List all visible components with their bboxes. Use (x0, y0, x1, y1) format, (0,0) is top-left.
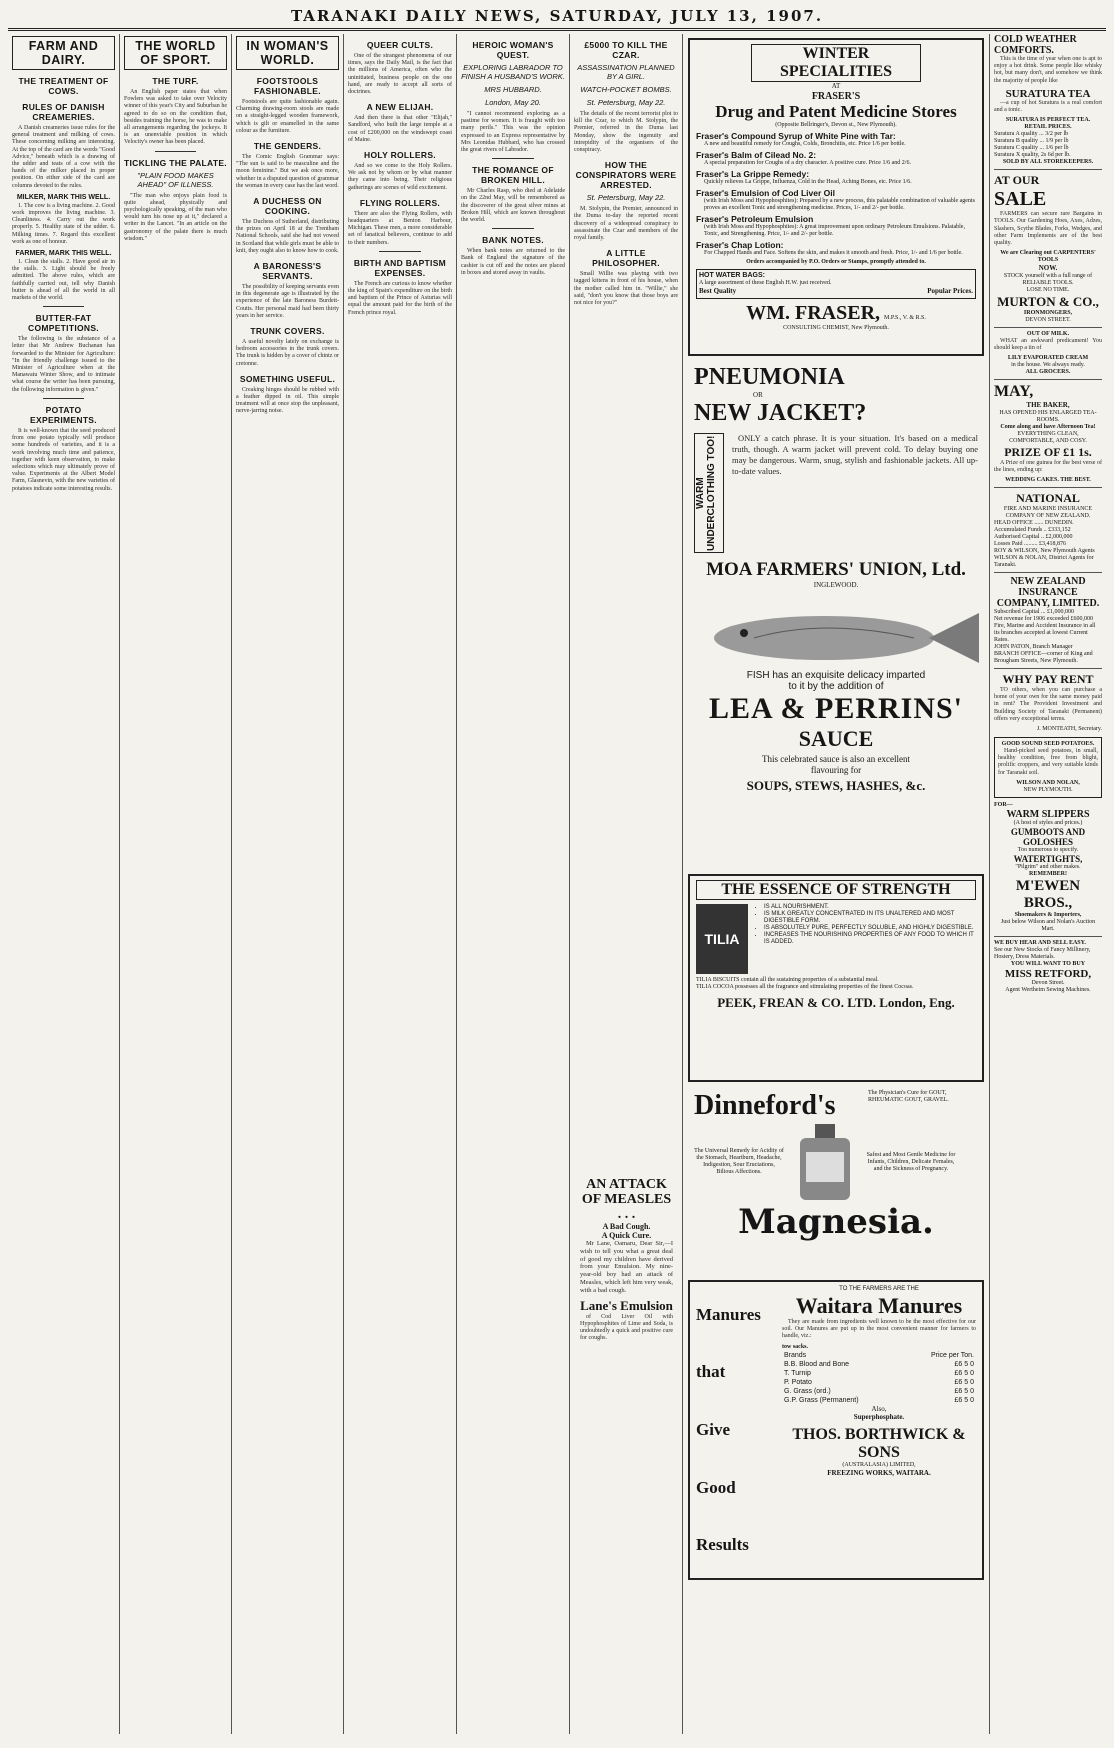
fraser-product-name: Fraser's La Grippe Remedy: (696, 168, 810, 179)
column-queer-cults (344, 34, 457, 1734)
tilia-biscuits: TILIA BISCUITS contain all the sustaining properties of a substantial meal. (696, 977, 879, 983)
lea-perrins-ad (688, 602, 984, 870)
devon-street-2: Devon Street. (1031, 979, 1065, 986)
fraser-product-desc: A new and beautiful remedy for Coughs, Colds, Bronchitis, etc. Price 1/6 per bottle. (704, 140, 906, 147)
article-subheading: "PLAIN FOOD MAKES AHEAD" OF ILLNESS. (137, 170, 214, 189)
suratura-price: Suratura X quality, 2s 6d per lb. (994, 152, 1071, 159)
column-woman (232, 34, 344, 1734)
wilson-nolan-agents: WILSON & NOLAN, District Agents for Taranaki. (994, 555, 1094, 569)
dateline: St. Petersburg, May 22. (586, 98, 666, 107)
fire-marine: Fire, Marine and Accident Insurance in all its branches accepted at lowest Current Rates. (994, 623, 1096, 644)
ironmongers: IRONMONGERS, (1023, 309, 1073, 316)
column-ads (683, 34, 990, 1734)
pneumonia-ad (688, 360, 984, 598)
section-heading: FARM AND DAIRY. (12, 36, 115, 70)
article-body: Creaking hinges should be rubbed with a feather dipped in oil. This simple treatment will at once stop the unpleasant, nerve-jarring noise. (236, 386, 339, 415)
article-heading: TRUNK COVERS. (250, 326, 325, 337)
subscribed: Subscribed Capital ... £1,000,000 (994, 609, 1074, 616)
prize-body: A Prize of one guinea for the best verse of the lines, ending up: (994, 459, 1102, 473)
freezing-works: FREEZING WORKS, WAITARA. (827, 1468, 931, 1477)
manure-word: Give (696, 1419, 730, 1439)
may-baker: MAY, (994, 383, 1034, 401)
article-body: A Danish creameries issue rules for the general treatment and milking of cows. These concerning milking are interesting. At the top of the card are the words "Good Advice," beneath which is a drawing of the udder and teats of a cow with the hands of the milker placed in proper position. On either side of the card are columns devoted to the rules. (12, 125, 115, 189)
why-rent-body: TO others, when you can purchase a home of your own for the same money paid in rent? The Provident Investment and Building Society of Taranaki (Permanent) offers very exceptional terms. (994, 687, 1102, 722)
next-to: Just below Wilson and Nolan's Auction Mart. (1000, 918, 1096, 932)
dateline: St. Petersburg, May 22. (586, 193, 666, 203)
tilia-points (754, 904, 976, 974)
sold-by: SOLD BY ALL STOREKEEPERS. (1002, 159, 1094, 166)
table-row (782, 1369, 976, 1378)
section-heading: IN WOMAN'S WORLD. (236, 36, 339, 70)
warm-slippers: WARM SLIPPERS (1006, 808, 1090, 820)
sale-body: FARMERS can secure rare Bargains in TOOLS. Our Gardening Hoes, Axes, Adzes, Slashers, Scythe Blades, Forks, Wedges, and other Farm Implements are of the best quality. (994, 211, 1102, 247)
article-body: There are also the Flying Rollers, with headquarters at Benton Harbour, Michigan. These men, a more considerable set of fanatical believers, continue to add to their numbers. (348, 210, 452, 246)
head-office: HEAD OFFICE ...... DUNEDIN. (994, 520, 1074, 527)
national-sub: FIRE AND MARINE INSURANCE COMPANY OF NEW ZEALAND. (1003, 506, 1093, 520)
water-bags-title: HOT WATER BAGS: (699, 271, 765, 279)
manure-body: They are made from ingredients well known to be the most effective for our soil. Our Manures are put up in the most convenient manner for farmers to handle, viz.: (782, 1319, 976, 1340)
now: NOW. (1038, 264, 1058, 273)
article-heading: SOMETHING USEFUL. (239, 373, 336, 384)
article-heading: A BARONESS'S SERVANTS. (253, 261, 322, 282)
national: NATIONAL (1016, 491, 1080, 506)
wilson-and-nolan: WILSON AND NOLAN, (1016, 779, 1080, 786)
table-row (782, 1360, 976, 1369)
article-body: The Comic English Grammar says: "The sun is said to be masculine and the moon feminine." But we ask once more, whether in a disputed question of grammar the woman in every case has the last word. (236, 154, 339, 189)
fraser-product-name: Fraser's Compound Syrup of White Pine with Tar: (696, 130, 896, 141)
manure-price: £6 5 0 (954, 1387, 974, 1395)
tilia-point: • IS ABSOLUTELY PURE, PERFECTLY SOLUBLE, AND HIGHLY DIGESTIBLE. (764, 925, 976, 932)
manure-kicker: TO THE FARMERS ARE THE (839, 1286, 919, 1292)
everything-clean: EVERYTHING CLEAN, COMFORTABLE, AND COSY. (1009, 430, 1087, 444)
article-heading: THE GENDERS. (253, 141, 322, 152)
article-subheading: EXPLORING LABRADOR TO FINISH A HUSBAND'S WORK. (461, 63, 565, 81)
clearing: We are Clearing out CARPENTERS' TOOLS (1000, 250, 1096, 264)
tilia-point: • IS MILK GREATLY CONCENTRATED IN ITS UNALTERED AND MOST DIGESTIBLE FORM. (764, 911, 976, 925)
sale: SALE (994, 188, 1047, 211)
measles-title: AN ATTACK OF MEASLES . . . (581, 1177, 672, 1222)
fraser-product-name: Fraser's Emulsion of Cod Liver Oil (696, 187, 835, 198)
net-revenue: Net revenue for 1906 exceeded £600,000 (994, 616, 1093, 623)
tilia-logo: TILIA (696, 904, 748, 974)
fraser-product-desc: A special preparation for Coughs of a dry character. A positive cure. Price 1/6 and 2/6. (704, 159, 911, 166)
article-subheading: ASSASSINATION PLANNED BY A GIRL. (577, 63, 675, 81)
fraser-subtitle: Drug and Patent Medicine Stores (715, 101, 957, 121)
divider (492, 228, 534, 229)
fraser-ad (688, 38, 984, 356)
table-header-row (782, 1351, 976, 1360)
manure-brand: B.B. Blood and Bone (784, 1360, 849, 1368)
dinneford-ad (688, 1086, 984, 1276)
dinneford-right: Safest and Most Gentle Medicine for Infants, Children, Delicate Females, and the Sickness of Pregnancy. (866, 1151, 956, 1172)
wedding-cakes: WEDDING CAKES. THE BEST. (1005, 477, 1091, 484)
manure-brand: G.P. Grass (Permanent) (784, 1396, 859, 1404)
manure-also: Also, (871, 1404, 887, 1413)
article-heading: THE TURF. (152, 76, 199, 86)
measles-ad (574, 1173, 679, 1349)
the-baker: THE BAKER, (1026, 401, 1070, 410)
divider (43, 306, 84, 307)
article-heading: FOOTSTOOLS FASHIONABLE. (254, 76, 321, 96)
article-heading: THE ROMANCE OF BROKEN HILL. (472, 165, 554, 186)
article-body: Small Willie was playing with two tagged kittens in front of his house, when the mother called him in. "Willie," she said, "don't you know that those boys are not nice for you?" (574, 271, 678, 307)
article-body: One of the strangest phenomena of our times, says the Daily Mail, is the fact that the millions of America, often who the uninitiated, business people on the one hand, are ready to accept all sorts of doctrines. (348, 53, 452, 96)
come-along: Come along and have Afternoon Tea! (1000, 423, 1096, 430)
article-heading: BANK NOTES. (482, 235, 544, 246)
pneumonia-headline: PNEUMONIA (694, 364, 845, 390)
fish-icon (694, 608, 984, 668)
article-subheading: FARMER, MARK THIS WELL. (15, 250, 112, 258)
shoemakers: Shoemakers & Importers, (1014, 911, 1082, 918)
cold-weather-title: COLD WEATHER COMFORTS. (994, 34, 1077, 56)
masthead (8, 6, 1106, 31)
borthwick: THOS. BORTHWICK & SONS (792, 1425, 966, 1461)
article-subheading: FLYING ROLLERS. (359, 197, 441, 208)
fraser-owner-title: M.P.S., V. & R.S. (884, 314, 926, 321)
good-sound: GOOD SOUND SEED POTATOES. (1001, 741, 1095, 748)
measles-sub2: A Quick Cure. (601, 1231, 652, 1240)
article-subheading: WATCH-POCKET BOMBS. (580, 85, 672, 94)
lea-line2: to it by the addition of (788, 681, 884, 692)
table-row (782, 1396, 976, 1405)
masthead-title: TARANAKI DAILY NEWS, SATURDAY, JULY 13, 1907. (290, 7, 824, 25)
jacket-headline: NEW JACKET? (694, 399, 867, 426)
seed-body: Hand-picked seed potatoes, in small, healthy condition, free from blight, prolific croppers, and very suitable kinds for Taranaki soil. (998, 748, 1098, 776)
lanes-desc: of Cod Liver Oil with Hypophosphites of Lime and Soda, is undoubtedly a quick and positive cure for coughs. (580, 1313, 673, 1342)
popular-prices: Popular Prices. (927, 287, 973, 295)
gumboots: GUMBOOTS AND GOLOSHES (1010, 826, 1086, 847)
table-header: Price per Ton. (930, 1351, 974, 1359)
article-heading: HOW THE CONSPIRATORS WERE ARRESTED. (575, 160, 677, 191)
nz-insurance: NEW ZEALAND INSURANCE COMPANY, LIMITED. (996, 576, 1100, 610)
fraser-address: (Opposite Bellringer's, Devon st., New Plymouth). (775, 121, 897, 128)
hot-water-bags (696, 269, 976, 299)
tilia-maker: PEEK, FREAN & CO. LTD. London, Eng. (717, 995, 955, 1010)
you-will-want: YOU WILL WANT TO BUY (1010, 960, 1086, 967)
fraser-title: WINTER SPECIALITIES (751, 44, 921, 82)
article-body: The details of the recent terrorist plot to kill the Czar, to which M. Stolypin, the Premier, referred in the Duma last Monday, show the ingenuity and intrepidity of the organisers of the conspiracy. (574, 111, 678, 154)
measles-sub1: A Bad Cough. (602, 1222, 651, 1231)
manure-brand: G. Grass (ord.) (784, 1387, 831, 1395)
tilia-ad (688, 874, 984, 1082)
lea-product: SAUCE (798, 726, 874, 751)
divider (994, 169, 1102, 170)
dinneford-product: Magnesia. (738, 1202, 934, 1242)
monteath: J. MONTEATH, Secretary. (1036, 726, 1102, 733)
article-body: Mr Charles Rasp, who died at Adelaide on the 22nd May, will be remembered as the discoverer of the great silver mines at Broken Hill, which are known throughout the world. (461, 188, 565, 224)
accumulated: Accumulated Funds .. £333,152 (994, 527, 1071, 534)
measles-body: Mr Lane, Oamaru, Dear Sir,—I wish to tell you what a great deal of good my children have derived from your Emulsion. My nine-year-old boy had an attack of Measles, which left him very weak, with a bad cough. (580, 1240, 673, 1294)
article-body: And so we come to the Holy Rollers. We ask not by whom or by what manner they came into being. Their religious gatherings are scenes of wild excitement. (348, 163, 452, 191)
remember: REMEMBER! (1029, 870, 1067, 877)
article-body: M. Stolypin, the Premier, announced in the Duma to-day the reported recent discovery of a widespread conspiracy to assassinate the Czar and members of the royal family. (574, 206, 678, 242)
all-grocers: ALL GROCERS. (1025, 369, 1071, 376)
fraser-product-desc: (with Irish Moss and Hypophosphites): A great improvement upon ordinary Petroleum Emulsions. Palatable, Tonic, and Strengthening. Price, 1/- and 2/- per bottle. (704, 223, 965, 237)
fraser-orders: Orders accompanied by P.O. Orders or Stamps, promptly attended to. (746, 258, 926, 265)
divider (994, 572, 1102, 573)
lea-uses: SOUPS, STEWS, HASHES, &c. (746, 778, 926, 793)
fraser-product-name: Fraser's Chap Lotion: (696, 239, 784, 250)
article-body: 1. Clean the stalls. 2. Have good air in the stalls. 3. Light should be freely admitted. The above rules, which are faithfully carried out, tell why Danish butter is ahead of all the world in all markets of the world. (12, 259, 115, 302)
article-heading: POTATO EXPERIMENTS. (30, 404, 97, 425)
miss-retford: MISS RETFORD, (1004, 967, 1092, 980)
suratura-price: Suratura A quality ... 3/2 per lb (994, 131, 1069, 138)
newspaper-page (8, 6, 1106, 1734)
fraser-product-desc: (with Irish Moss and Hypophosphites): Prepared by a new process, this palatable combination of valuable agents proves an excellent Tonic and strengthening medicine. Prices, 1/- and 2/- per bottle. (704, 197, 975, 211)
columns-container (8, 34, 1106, 1734)
see-our: See our New Stocks of Fancy Millinery, Hosiery, Dress Materials. (994, 946, 1091, 960)
article-body: "The man who enjoys plain food is quite ahead, physically and psychologically speaking, of the man who would turn his nose up at it," declared a writer in the Lancet. "In an article on the gastronomy of the palate there is much wisdom." (124, 192, 227, 242)
article-heading: THE TREATMENT OF COWS. (18, 76, 109, 96)
at-our: AT OUR (994, 173, 1040, 188)
manure-tow: tow sacks. (782, 1343, 809, 1350)
fraser-items (696, 131, 976, 257)
mcewen-bros: M'EWEN BROS., (1015, 877, 1081, 911)
borthwick-sub: (AUSTRALASIA) LIMITED, (842, 1461, 916, 1468)
suratura-price: Suratura C quality ... 1/6 per lb (994, 145, 1069, 152)
article-body: The Duchess of Sutherland, distributing the prizes on April 18 at the Trentham National Schools, said she had not vowed in Scotland that while girls must be able to knit, they ought also to know how to cook. (236, 219, 339, 254)
cold-weather-body: This is the time of year when one is apt to enjoy a hot drink. Some people like whisky hot, but many don't, and somehow we think the majority of people like (994, 56, 1102, 84)
fraser-brand: FRASER'S (811, 90, 861, 102)
milk-body: WHAT an awkward predicament! You should keep a tin of (994, 337, 1102, 351)
manure-price-table (782, 1351, 976, 1405)
column-czar (570, 34, 683, 1734)
stock: STOCK yourself with a full range of RELIABLE TOOLS. (1003, 272, 1093, 286)
tilia-title: THE ESSENCE OF STRENGTH (696, 880, 976, 900)
fraser-product (696, 188, 976, 212)
article-body: A useful novelty lately on exchange is bedroom accessories in the trunk covers. The trunk is hidden by a cover of chintz or cretonne. (236, 339, 339, 367)
column-sport (120, 34, 232, 1734)
manure-word: Manures (696, 1304, 761, 1324)
slippers-sub: (A host of styles and prices.) (1013, 819, 1083, 826)
retail-prices: RETAIL PRICES. (1024, 124, 1072, 131)
manure-price: £6 5 0 (954, 1396, 974, 1404)
table-row (782, 1387, 976, 1396)
suratura-tea: SURATURA TEA (1005, 87, 1091, 100)
article-body: An English paper states that when Fowlers was asked to take over Velocity winner of this year's City and Suburban he agreed to do so on the condition that, besides training the horse, he was to make all arrangements regarding the jockeys. It is an unenviable position in which Velocity's owner has been placed. (124, 89, 227, 146)
article-body: The following is the substance of a letter that Mr Andrew Buchanan has forwarded to the Minister for Agriculture: "In the friendly challenge issued to the Minister of Agriculture when at the Manawatu Winter Show, and to intimate what course the writer has been pursuing, the following information is given." (12, 336, 115, 393)
manure-price: £6 5 0 (954, 1378, 974, 1386)
manure-brand: P. Potato (784, 1378, 812, 1386)
manure-price: £6 5 0 (954, 1369, 974, 1377)
article-heading: A LITTLE PHILOSOPHER. (592, 248, 660, 269)
dinneford-brand: Dinneford's (694, 1090, 836, 1121)
fraser-product (696, 150, 976, 167)
we-buy: WE BUY HEAR AND SELL EASY. (994, 939, 1086, 946)
fraser-product-name: Fraser's Petroleum Emulsion (696, 213, 814, 224)
manure-left-words (696, 1286, 776, 1574)
article-heading: £5000 TO KILL THE CZAR. (584, 40, 668, 60)
divider (379, 251, 421, 252)
warm-underclothing-label: WARM UNDERCLOTHING TOO! (694, 433, 724, 553)
lea-brand: LEA & PERRINS' (708, 692, 964, 725)
article-subheading: MRS HUBBARD. (484, 85, 542, 94)
fraser-product (696, 214, 976, 238)
branch-office: BRANCH OFFICE—corner of King and Brougham Streets, New Plymouth. (994, 651, 1093, 665)
tilia-point: • IS ALL NOURISHMENT. (764, 904, 976, 911)
article-subheading: HOLY ROLLERS. (364, 150, 436, 161)
article-body: The French are curious to know whether the king of Spain's expenditure on the birth and baptism of the Prince of Asturias will equal the amount paid for the birth of the French prince royal. (348, 280, 452, 316)
lose-no-time: LOSE NO TIME. (1026, 286, 1070, 293)
article-subheading: MILKER, MARK THIS WELL. (16, 193, 111, 201)
out-of-milk: OUT OF MILK. (1026, 330, 1070, 337)
best-quality: Best Quality (699, 287, 737, 295)
fraser-product-desc: Quickly relieves La Grippe, Influenza, Cold in the Head, Aching Bones, etc. Price 1/6. (704, 178, 912, 185)
manure-word: Good (696, 1477, 736, 1497)
lea-line1: FISH has an exquisite delicacy imparted (746, 670, 926, 681)
manure-word: that (696, 1362, 726, 1382)
fraser-owner: WM. FRASER, (746, 301, 881, 324)
article-subheading: RULES OF DANISH CREAMERIES. (22, 102, 105, 122)
lily-cream: LILY EVAPORATED CREAM (1007, 355, 1089, 362)
authorised: Authorised Capital .. £2,000,000 (994, 534, 1073, 541)
why-pay-rent: WHY PAY RENT (1002, 672, 1094, 687)
article-heading: BIRTH AND BAPTISM EXPENSES. (353, 257, 447, 278)
gum-sub: Too numerous to specify. (1017, 846, 1079, 853)
manure-brand: T. Turnip (784, 1369, 811, 1377)
article-body: Footstools are quite fashionable again. Charming drawing-room stools are made on a straight-legged wooden framework, which is gilt or enamelled in the same colour as the furniture. (236, 99, 339, 134)
losses: Losses Paid ......... £3,418,876 (994, 541, 1066, 548)
lily-sub: in the house. We always ready. (1011, 362, 1085, 369)
suratura-perfect: SURATURA IS PERFECT TEA. (1005, 117, 1091, 124)
fraser-product-name: Fraser's Balm of Cilead No. 2: (696, 149, 817, 160)
column-farm (8, 34, 120, 1734)
fraser-at: AT (831, 82, 841, 90)
divider (994, 379, 1102, 380)
divider (994, 327, 1102, 328)
tilia-point: • INCREASES THE NOURISHING PROPERTIES OF ANY FOOD TO WHICH IT IS ADDED. (764, 932, 976, 946)
tilia-cocoa: TILIA COCOA possesses all the fragrance and stimulating properties of the finest Cocoas. (696, 984, 914, 990)
divider (994, 936, 1102, 937)
dinneford-top: The Physician's Cure for GOUT, RHEUMATIC GOUT, GRAVEL. (868, 1090, 949, 1103)
lea-tagline: This celebrated sauce is also an excellent flavouring for (762, 754, 910, 775)
article-heading: A DUCHESS ON COOKING. (253, 196, 322, 217)
manure-word: Results (696, 1535, 749, 1555)
lanes-emulsion: Lane's Emulsion (580, 1297, 673, 1313)
bottle-icon (790, 1122, 860, 1202)
manure-price: £6 5 0 (954, 1360, 974, 1368)
pneumonia-body: ONLY a catch phrase. It is your situation. It's based on a medical truth, though. A warm jacket will prevent cold. To delay buying one may be dangerous. Warm, snug, stylish and fashionable jackets. All up-to-date values. (732, 432, 978, 476)
fraser-owner-sub: CONSULTING CHEMIST, New Plymouth. (783, 324, 889, 331)
manures-ad (688, 1280, 984, 1580)
moa-farmers-union: MOA FARMERS' UNION, Ltd. (706, 558, 966, 580)
agent-wertheim: Agent Wertheim Sewing Machines. (1005, 986, 1091, 993)
john-paton: JOHN PATON, Branch Manager (994, 644, 1073, 651)
article-heading: BUTTER-FAT COMPETITIONS. (28, 313, 99, 334)
dateline: London, May 20. (485, 98, 541, 107)
prize: PRIZE OF £1 1s. (1004, 444, 1092, 459)
fraser-product (696, 131, 976, 148)
article-heading: TICKLING THE PALATE. (124, 157, 227, 168)
article-body: It is well-known that the seed produced from one potato typically will produce some hundreds of varieties, and it is a work involving much time and patience, together with keen observation, to make selections which may ultimately prove of value. Experiments at the Albert Model Farm, Glasnevin, with the new varieties of potatoes indicate some interesting results. (12, 427, 115, 492)
seed-potatoes-ad (994, 737, 1102, 798)
for-label: FOR— (994, 801, 1013, 808)
fraser-product (696, 240, 976, 257)
pneumonia-or: OR (753, 391, 763, 399)
fraser-product (696, 169, 976, 186)
column-heroic (457, 34, 570, 1734)
roy-wilson: ROY & WILSON, New Plymouth Agents (994, 548, 1095, 555)
column-right-ads (990, 34, 1106, 1734)
manure-super: Superphosphate. (853, 1413, 905, 1422)
section-heading: THE WORLD OF SPORT. (124, 36, 227, 70)
murton: MURTON & CO., (997, 293, 1099, 309)
suratura-body: —a cup of hot Suratura is a real comfort and a tonic. (994, 99, 1102, 114)
table-row (782, 1378, 976, 1387)
article-body: 1. The cow is a living machine. 2. Good work improves the living machine. 3. Cleanliness. 4. Carry out the work properly. 5. Healthy state of the udder. 6. Milking times. 7. Regard this excellent work as one of honour. (12, 202, 115, 245)
devon-street: DEVON STREET. (1025, 316, 1071, 323)
moa-place: INGLEWOOD. (813, 580, 859, 589)
divider (492, 158, 534, 159)
divider (43, 398, 84, 399)
article-body: When bank notes are returned to the Bank of England the signature of the cashier is cut off and the notes are placed in boxes and stored away in vaults. (461, 248, 565, 276)
article-subheading: A NEW ELIJAH. (366, 102, 434, 113)
water-bags-desc: A large assortment of these English H.W. just received. (699, 280, 832, 286)
divider (155, 151, 196, 152)
divider (994, 668, 1102, 669)
dinneford-left: The Universal Remedy for Acidity of the Stomach, Heartburn, Headache, Indigestion, Sour Eructations, Bilious Affections. (694, 1148, 784, 1175)
suratura-prices (994, 131, 1102, 159)
manure-title: Waitara Manures (795, 1293, 963, 1318)
table-header: Brands (784, 1351, 807, 1359)
article-body: The possibility of keeping servants even in this degenerate age is illustrated by the experience of the late Baroness Burdett-Coutts. Her personal maid had been thirty years in her service. (236, 284, 339, 319)
fraser-product-desc: For Chapped Hands and Face. Softens the skin, and makes it smooth and fresh. Price, 1/- and 1/6 per bottle. (704, 249, 963, 256)
suratura-price: Suratura B quality ... 1/9 per lb (994, 138, 1069, 145)
pilgrim: "Pilgrim" and other makes. (1015, 863, 1081, 870)
article-body: "I cannot recommend exploring as a pastime for women. It is fraught with too many perils." This was the opinion expressed to an Express representative by Mrs Leonidas Hubbard, who has crossed the great rivers of Labrador. (461, 111, 565, 154)
watertights: WATERTIGHTS, (1013, 853, 1083, 864)
new-plymouth: NEW PLYMOUTH. (1023, 786, 1073, 793)
divider (994, 487, 1102, 488)
article-body: And then there is that other "Elijah," Sandford, who built the large temple at a cost of £200,000 on the windswept coast of Maine. (348, 115, 452, 143)
article-heading: QUEER CULTS. (366, 40, 434, 50)
article-heading: HEROIC WOMAN'S QUEST. (472, 40, 554, 60)
baker-sub: HAS OPENED HIS ENLARGED TEA-ROOMS. (999, 409, 1097, 423)
